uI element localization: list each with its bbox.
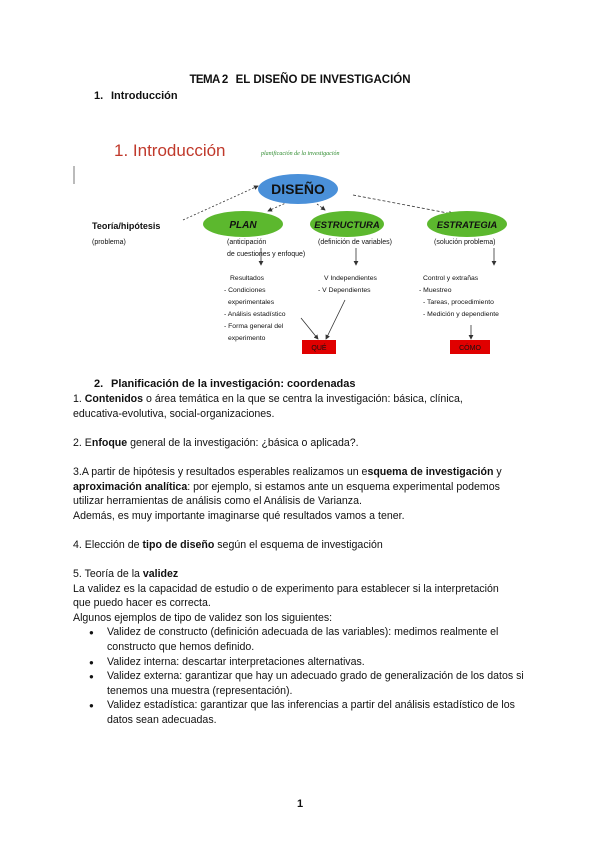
handwritten-note: planificación de la investigación xyxy=(261,151,340,157)
arrow-diseno-plan xyxy=(268,202,288,211)
svg-text:experimento: experimento xyxy=(228,335,266,342)
paragraph-esquema: 3.A partir de hipótesis y resultados esperables realizamos un esquema de investigación y aproximación analítica: por ejemplo, si estamos ante un esquema experimental podemos utilizar herramientas de análisis como el Análisis de Varianza. Además, es muy importante imaginarse qué resultados vamos a tener. xyxy=(73,466,502,522)
svg-text:de cuestiones y enfoque): de cuestiones y enfoque) xyxy=(227,251,306,258)
list-item: ● Validez externa: garantizar que hay un adecuado grado de generalización de los datos si tenemos una muestra (representación). xyxy=(73,669,533,698)
svg-text:QUÉ: QUÉ xyxy=(311,345,327,352)
svg-text:ESTRATEGIA: ESTRATEGIA xyxy=(436,220,498,231)
svg-text:Control y extrañas: Control y extrañas xyxy=(423,275,479,282)
arrow-diseno-estructura xyxy=(317,204,325,210)
diagram-svg xyxy=(73,118,529,382)
list-item: ● Validez de constructo (definición adecuada de las variables): medimos realmente el constructo que hemos definido. xyxy=(73,625,533,654)
svg-text:Resultados: Resultados xyxy=(230,275,265,282)
svg-text:- Análisis estadístico: - Análisis estadístico xyxy=(224,311,286,318)
svg-text:CÓMO: CÓMO xyxy=(459,345,481,352)
svg-text:ESTRUCTURA: ESTRUCTURA xyxy=(314,220,380,231)
svg-text:(definición de variables): (definición de variables) xyxy=(318,239,392,246)
svg-text:experimentales: experimentales xyxy=(228,299,275,306)
document-title xyxy=(0,74,600,86)
arrow-diseno-estrategia xyxy=(353,195,453,214)
validez-list xyxy=(73,625,533,727)
svg-text:(anticipación: (anticipación xyxy=(227,239,267,246)
paragraph-tipo-diseno: 4. Elección de tipo de diseño según el esquema de investigación xyxy=(73,539,383,551)
resultados-list xyxy=(224,275,286,342)
svg-text:- Medición y dependiente: - Medición y dependiente xyxy=(423,311,499,318)
diagram-image xyxy=(73,118,529,382)
section-2-heading: 2. Planificación de la investigación: coordenadas xyxy=(94,378,356,390)
tema-label: TEMA 2 xyxy=(189,74,228,86)
theory-sub: (problema) xyxy=(92,239,126,246)
tema-title: EL DISEÑO DE INVESTIGACIÓN xyxy=(235,74,411,86)
svg-text:- Muestreo: - Muestreo xyxy=(419,287,452,294)
svg-text:- V Dependientes: - V Dependientes xyxy=(318,287,371,294)
page-number: 1 xyxy=(296,798,304,810)
section-1-heading: 1. Introducción xyxy=(94,90,178,102)
svg-text:(solución problema): (solución problema) xyxy=(434,239,496,246)
theory-label: Teoría/hipótesis xyxy=(92,221,161,231)
control-list xyxy=(419,275,499,318)
variables-list xyxy=(318,275,378,294)
paragraph-enfoque: 2. Enfoque general de la investigación: ¿básica o aplicada?. xyxy=(73,437,359,449)
list-item: ● Validez estadística: garantizar que las inferencias a partir del análisis estadístico de los datos sean adecuadas. xyxy=(73,698,533,727)
svg-text:- Condiciones: - Condiciones xyxy=(224,287,266,294)
diagram-title: 1. Introducción xyxy=(114,141,226,160)
paragraph-contenidos: 1. Contenidos o área temática en la que se centra la investigación: básica, clínica, educativa-evolutiva, social-organizaciones. xyxy=(73,393,463,420)
svg-text:DISEÑO: DISEÑO xyxy=(271,181,325,197)
paragraph-validez: 5. Teoría de la validez La validez es la capacidad de estudio o de experimento para establecer si la interpretación que puedo hacer es correcta. Algunos ejemplos de tipo de validez son los siguientes: ● Validez de constructo (definición adecuada de las variables): medimos realmente el constructo que hemos definido. ● Validez interna: descartar interpretaciones alternativas. ● Validez externa: garantizar que hay un adecuado grado de generalización de los datos si tenemos una muestra (representación). ● Validez estadística: garantizar que las inferencias a partir del análisis estadístico de los datos sean adecuadas. xyxy=(73,567,533,728)
svg-text:V Independientes: V Independientes xyxy=(324,275,377,282)
svg-text:- Tareas, procedimiento: - Tareas, procedimiento xyxy=(423,299,494,306)
svg-text:- Forma general del: - Forma general del xyxy=(224,323,284,330)
list-item: ● Validez interna: descartar interpretaciones alternativas. xyxy=(73,655,533,670)
arrow-variables-que xyxy=(326,300,345,339)
arrow-resultados-que xyxy=(301,318,318,339)
svg-text:PLAN: PLAN xyxy=(229,220,257,231)
